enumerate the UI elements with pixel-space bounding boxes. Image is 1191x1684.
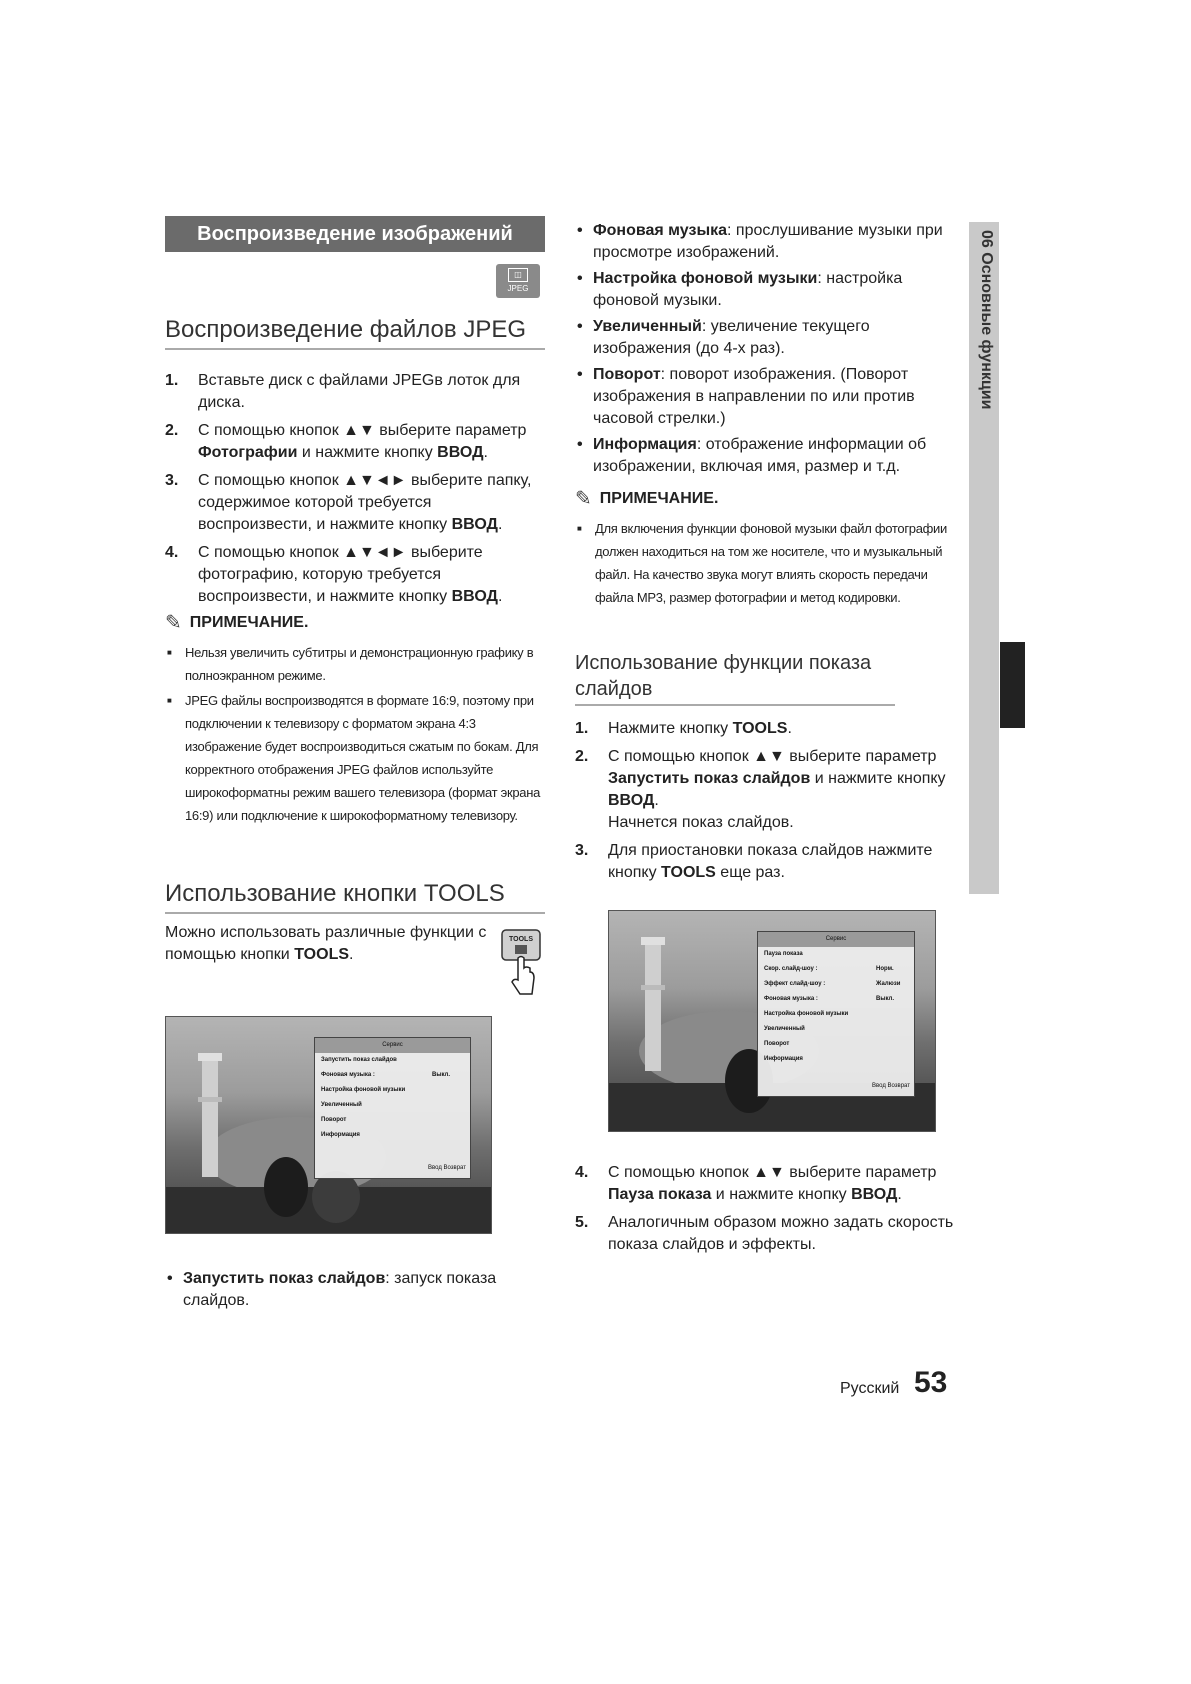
chapter-side-label: 06 Основные функции	[978, 230, 995, 410]
jpeg-icon: ◫ JPEG	[496, 264, 540, 298]
bullet-item: • Увеличенный: увеличение текущего изображения (до 4-х раз).	[575, 316, 945, 360]
note-block-right	[575, 486, 955, 611]
step-1: 1. Нажмите кнопку TOOLS.	[575, 720, 792, 737]
bullet-item: • Информация: отображение информации об изображении, включая имя, размер и т.д.	[575, 434, 945, 478]
step-2: 2. С помощью кнопок ▲▼ выберите параметр Запустить показ слайдов и нажмите кнопку ВВОД. Начнется показ слайдов.	[575, 748, 946, 831]
tools-intro: Можно использовать различные функции с помощью кнопки TOOLS.	[165, 924, 487, 963]
menu-row[interactable]: Информация	[764, 1056, 803, 1062]
menu-row[interactable]: Поворот	[321, 1117, 347, 1123]
menu-footer: Ввод Возврат	[872, 1083, 910, 1089]
jpeg-steps	[165, 370, 547, 614]
menu-title: Сервис	[315, 1038, 470, 1053]
section-title-tools: Использование кнопки TOOLS	[165, 880, 545, 914]
note-item: ■ JPEG файлы воспроизводятся в формате 16:9, поэтому при подключении к телевизору с форматом экрана 4:3 изображение будет воспроизводиться сжатым по бокам. Для корректного отображения JPEG файлов используйте широкоформатны режим вашего телевизора (формат экрана 16:9) или подключение к широкоформатному телевизору.	[165, 689, 547, 827]
screenshot-slideshow-menu	[608, 910, 936, 1132]
menu-row[interactable]: Поворот	[764, 1041, 790, 1047]
note-item: ■ Нельзя увеличить субтитры и демонстрационную графику в полноэкранном режиме.	[165, 641, 547, 687]
bullet-item: • Фоновая музыка: прослушивание музыки при просмотре изображений.	[575, 220, 945, 264]
tools-popup-menu	[757, 931, 915, 1097]
menu-row[interactable]: Настройка фоновой музыки	[321, 1087, 406, 1093]
note-block-left	[165, 610, 547, 829]
pencil-icon: ✎	[165, 612, 182, 634]
screenshot-tools-menu	[165, 1016, 492, 1234]
menu-row[interactable]: Увеличенный	[321, 1102, 362, 1108]
step-1: 1. Вставьте диск с файлами JPEGв лоток для диска.	[165, 372, 521, 411]
bullet-item: • Запустить показ слайдов: запуск показа слайдов.	[165, 1268, 525, 1312]
svg-text:TOOLS: TOOLS	[509, 936, 533, 943]
page-number: 53	[914, 1366, 948, 1399]
step-5: 5. Аналогичным образом можно задать скорость показа слайдов и эффекты.	[575, 1214, 954, 1253]
note-title: ПРИМЕЧАНИЕ.	[189, 613, 309, 631]
step-2: 2. С помощью кнопок ▲▼ выберите параметр Фотографии и нажмите кнопку ВВОД.	[165, 422, 527, 461]
menu-title: Сервис	[758, 932, 914, 947]
note-item: ■ Для включения функции фоновой музыки файл фотографии должен находиться на том же носителе, что и музыкальный файл. На качество звука могут влиять скорость передачи файла MP3, размер фотографии и метод кодировки.	[575, 517, 955, 609]
step-3: 3. Для приостановки показа слайдов нажмите кнопку TOOLS еще раз.	[575, 842, 933, 881]
slideshow-steps-a	[575, 718, 955, 890]
step-3: 3. С помощью кнопок ▲▼◄► выберите папку, содержимое которой требуется воспроизвести, и нажмите кнопку ВВОД.	[165, 472, 532, 533]
menu-row[interactable]: Информация	[321, 1132, 360, 1138]
menu-row[interactable]: Фоновая музыка : Выкл.	[321, 1072, 451, 1078]
menu-row[interactable]: Запустить показ слайдов	[321, 1057, 397, 1063]
menu-row[interactable]: Эффект слайд-шоу : Жалюзи	[764, 981, 901, 987]
menu-row[interactable]: Скор. слайд-шоу : Норм.	[764, 966, 894, 972]
pencil-icon: ✎	[575, 488, 592, 510]
section-title-jpeg: Воспроизведение файлов JPEG	[165, 316, 545, 350]
feature-bullets	[575, 220, 945, 482]
note-title: ПРИМЕЧАНИЕ.	[599, 489, 719, 507]
chapter-marker	[1000, 642, 1025, 728]
menu-row[interactable]: Настройка фоновой музыки	[764, 1011, 849, 1017]
menu-row[interactable]: Увеличенный	[764, 1026, 805, 1032]
section-title-slideshow: Использование функции показа слайдов	[575, 652, 872, 700]
slideshow-steps-b	[575, 1162, 955, 1262]
tools-popup-menu	[314, 1037, 471, 1179]
menu-footer: Ввод Возврат	[428, 1165, 466, 1171]
tools-button-icon	[500, 928, 542, 998]
bottom-bullet	[165, 1268, 525, 1316]
jpeg-icon-label: JPEG	[507, 284, 529, 293]
bullet-item: • Настройка фоновой музыки: настройка фоновой музыки.	[575, 268, 945, 312]
chapter-bar-title: Воспроизведение изображений	[165, 216, 545, 252]
step-4: 4. С помощью кнопок ▲▼◄► выберите фотографию, которую требуется воспроизвести, и нажмите кнопку ВВОД.	[165, 544, 503, 605]
menu-row[interactable]: Пауза показа	[764, 951, 803, 957]
menu-row[interactable]: Фоновая музыка : Выкл.	[764, 996, 895, 1002]
step-4: 4. С помощью кнопок ▲▼ выберите параметр Пауза показа и нажмите кнопку ВВОД.	[575, 1164, 937, 1203]
bullet-item: • Поворот: поворот изображения. (Поворот изображения в направлении по или против часовой стрелки.)	[575, 364, 945, 430]
footer-language: Русский	[840, 1380, 900, 1397]
